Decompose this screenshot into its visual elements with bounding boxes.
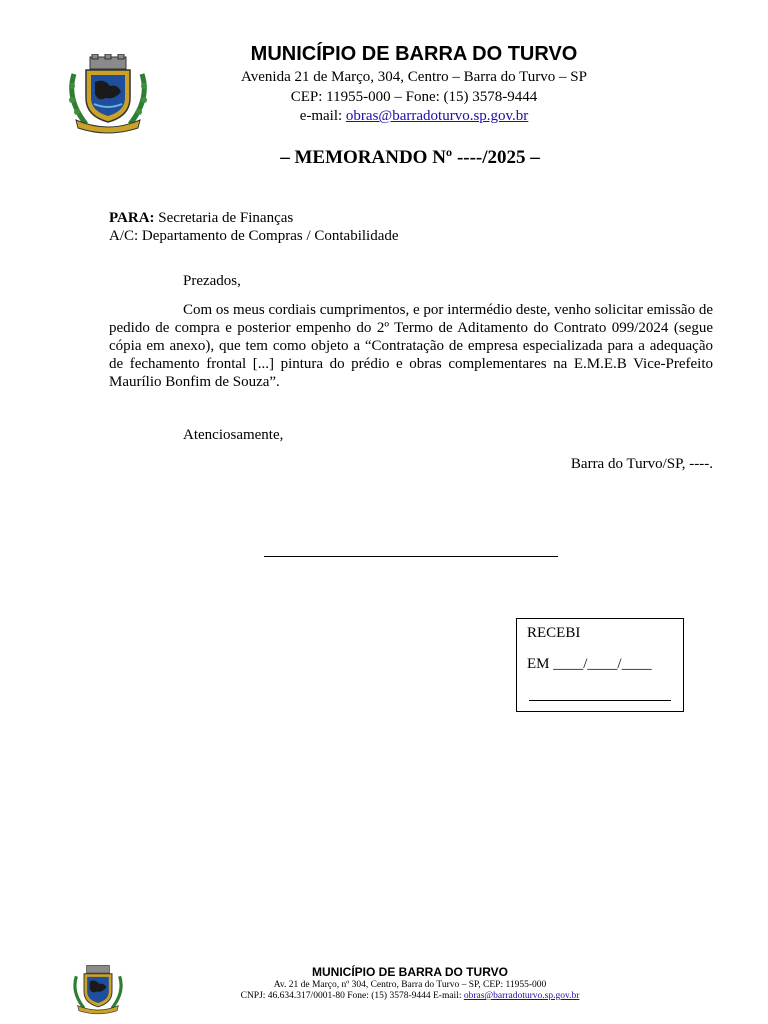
municipal-crest-logo	[64, 54, 152, 134]
attention-line: A/C: Departamento de Compras / Contabilidade	[109, 228, 399, 244]
footer-title: MUNICÍPIO DE BARRA DO TURVO	[311, 965, 508, 979]
place-date: Barra do Turvo/SP, ----.	[570, 456, 713, 472]
receipt-date-line: EM ____/____/____	[527, 656, 652, 672]
body-paragraph: Com os meus cordiais cumprimentos, e por intermédio deste, venho solicitar emissão de pedido de compra e posterior empenho do 2º Termo de Aditamento do Contrato 099/2024 (segue cópia em anexo), que tem como objeto a “Contratação de empresa especializada para a adequação de fechamento frontal [...] pintura do prédio e obras complementares na E.M.E.B Vice-Prefeito Maurílio Bonfim de Souza”.	[109, 302, 713, 390]
closing: Atenciosamente,	[183, 427, 284, 443]
footer-email-link[interactable]: obras@barradoturvo.sp.gov.br	[463, 991, 580, 1001]
receipt-label: RECEBI	[527, 625, 581, 641]
footer-cnpj-text: CNPJ: 46.634.317/0001-80 Fone: (15) 3578-9444 E-mail:	[240, 991, 464, 1001]
memo-title: – MEMORANDO Nº ----/2025 –	[280, 147, 540, 168]
footer-cnpj-line	[170, 991, 650, 1002]
para-label: PARA:	[109, 210, 155, 226]
receipt-box	[516, 618, 684, 712]
header-email-line	[182, 107, 646, 126]
greeting: Prezados,	[183, 273, 241, 289]
header-cep-phone: CEP: 11955-000 – Fone: (15) 3578-9444	[290, 89, 538, 105]
header-email-label: e-mail:	[299, 108, 346, 124]
recipient-line	[109, 209, 293, 227]
header-address: Avenida 21 de Março, 304, Centro – Barra do Turvo – SP	[241, 69, 587, 85]
receipt-signature-line	[529, 700, 671, 701]
header-email-link[interactable]: obras@barradoturvo.sp.gov.br	[345, 108, 529, 124]
para-value: Secretaria de Finanças	[154, 210, 294, 226]
signature-line	[264, 556, 558, 557]
footer-address: Av. 21 de Março, nº 304, Centro, Barra do Turvo – SP, CEP: 11955-000	[273, 980, 547, 990]
header-title: MUNICÍPIO DE BARRA DO TURVO	[250, 43, 578, 65]
footer-crest-logo	[70, 963, 126, 1015]
